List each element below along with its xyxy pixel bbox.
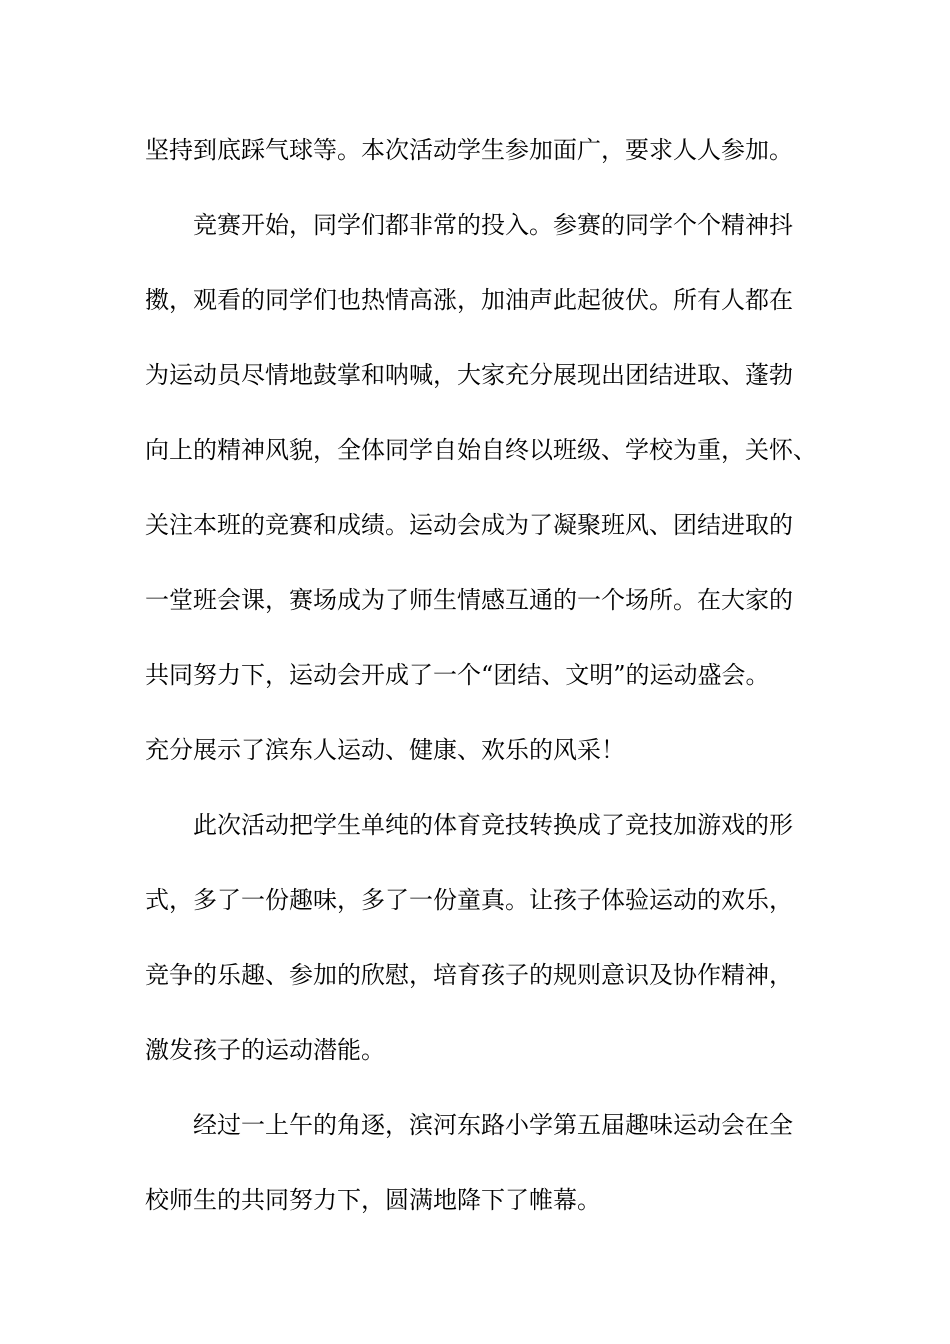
text-line: 擞，观看的同学们也热情高涨，加油声此起彼伏。所有人都在 — [145, 286, 793, 314]
text-line: 共同努力下，运动会开成了一个“团结、文明”的运动盛会。 — [145, 661, 770, 689]
paragraph-first-line: 竞赛开始，同学们都非常的投入。参赛的同学个个精神抖 — [193, 211, 793, 239]
paragraph-first-line: 经过一上午的角逐，滨河东路小学第五届趣味运动会在全 — [193, 1111, 793, 1139]
text-line: 式，多了一份趣味，多了一份童真。让孩子体验运动的欢乐， — [145, 886, 793, 914]
text-line: 关注本班的竞赛和成绩。运动会成为了凝聚班风、团结进取的 — [145, 511, 793, 539]
paragraph-first-line: 此次活动把学生单纯的体育竞技转换成了竞技加游戏的形 — [193, 811, 793, 839]
text-line: 向上的精神风貌，全体同学自始自终以班级、学校为重，关怀、 — [145, 436, 817, 464]
text-line: 一堂班会课，赛场成为了师生情感互通的一个场所。在大家的 — [145, 586, 793, 614]
text-line: 竞争的乐趣、参加的欣慰，培育孩子的规则意识及协作精神， — [145, 961, 793, 989]
text-line: 坚持到底踩气球等。本次活动学生参加面广，要求人人参加。 — [145, 136, 793, 164]
text-line: 校师生的共同努力下，圆满地降下了帷幕。 — [145, 1186, 601, 1214]
text-line: 为运动员尽情地鼓掌和呐喊，大家充分展现出团结进取、蓬勃 — [145, 361, 793, 389]
text-line: 激发孩子的运动潜能。 — [145, 1036, 385, 1064]
text-line: 充分展示了滨东人运动、健康、欢乐的风采！ — [145, 736, 625, 764]
